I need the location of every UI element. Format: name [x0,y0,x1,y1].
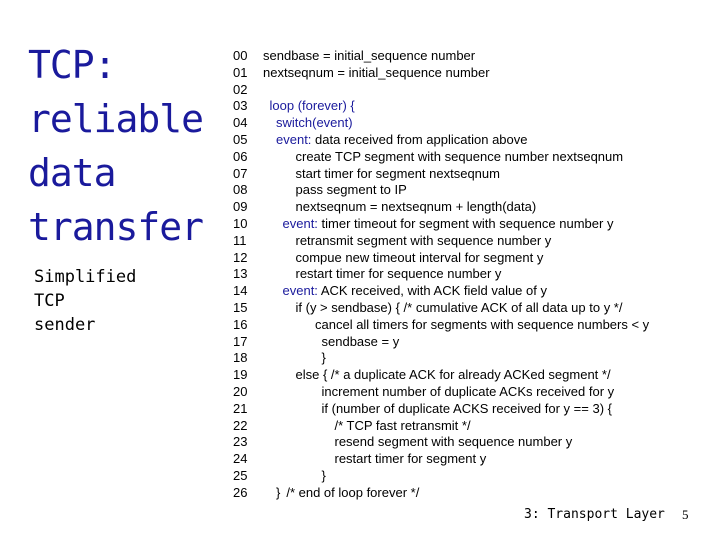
title-line: TCP: [28,43,116,87]
code-text [276,132,528,149]
line-number: 02 [233,81,248,97]
code-text [296,199,537,216]
code-text [283,283,547,300]
line-number: 16 [233,316,248,332]
code-keyword: } [276,484,281,500]
code-statement: if (number of duplicate ACKS received for y == 3) { [321,400,612,416]
line-number: 10 [233,215,248,231]
title-line: reliable [28,97,204,141]
line-number: 03 [233,98,248,114]
code-line [233,166,703,183]
code-line [233,115,703,132]
code-text [270,98,355,115]
code-statement: restart timer for sequence number y [295,266,502,282]
code-text [322,468,326,485]
code-text [296,266,502,283]
title-line: data [28,151,116,195]
code-text [296,149,624,166]
code-text [296,367,611,384]
code-line [233,48,703,65]
code-line [233,149,703,166]
line-number: 00 [233,48,248,63]
code-statement: /* end of loop forever */ [286,484,420,500]
code-statement: compue new timeout interval for segment y [295,249,544,265]
code-line [233,283,703,300]
code-statement: /* TCP fast retransmit */ [334,417,471,433]
line-number: 19 [233,367,248,383]
code-text [322,350,326,367]
code-statement: timer timeout for segment with sequence number y [317,215,614,231]
code-statement: else { /* a duplicate ACK for already ACKed segment */ [295,367,611,383]
code-statement: nextseqnum = initial_sequence number [263,64,490,80]
code-statement: nextseqnum = nextseqnum + length(data) [295,199,537,215]
code-line [233,485,703,502]
line-number: 08 [233,182,248,198]
code-keyword: event: [276,131,312,147]
code-line [233,199,703,216]
code-line [233,250,703,267]
code-statement: restart timer for segment y [334,451,487,467]
code-statement: start timer for segment nextseqnum [295,165,500,181]
line-number: 14 [233,283,248,299]
code-keyword: event: [282,215,318,231]
code-line [233,98,703,115]
line-number: 13 [233,266,248,282]
code-text [296,233,552,250]
code-statement: } [321,467,326,483]
code-statement: retransmit segment with sequence number y [295,232,552,248]
code-text [315,317,649,334]
code-statement: sendbase = y [321,333,400,349]
code-statement: increment number of duplicate ACKs received for y [321,383,615,399]
slide-title [28,38,203,254]
line-number: 15 [233,299,248,315]
code-keyword: loop (forever) { [269,98,355,114]
code-statement: sendbase = initial_sequence number [263,48,476,63]
subtitle-line: sender [34,315,96,335]
code-text [296,166,500,183]
line-number: 18 [233,350,248,366]
code-line [233,233,703,250]
code-text [335,451,487,468]
code-text [283,216,614,233]
line-number: 11 [233,232,247,248]
code-statement: data received from application above [311,131,528,147]
line-number: 25 [233,467,248,483]
code-text [296,250,544,267]
code-line [233,317,703,334]
code-line [233,216,703,233]
line-number: 07 [233,165,248,181]
code-keyword: event: [282,283,318,299]
code-line [233,334,703,351]
code-line [233,300,703,317]
line-number: 21 [233,400,248,416]
code-line [233,451,703,468]
subtitle-line: TCP [34,291,65,311]
code-statement: resend segment with sequence number y [334,434,573,450]
code-text [263,65,490,82]
code-line [233,182,703,199]
code-statement: create TCP segment with sequence number nextseqnum [295,148,624,164]
footer-section: 3: Transport Layer [524,507,665,522]
code-statement: ACK received, with ACK field value of y [317,283,547,299]
code-text [296,182,407,199]
line-number: 23 [233,434,248,450]
code-statement: if (y > sendbase) { /* cumulative ACK of all data up to y */ [295,299,623,315]
line-number: 09 [233,199,248,215]
line-number: 17 [233,333,248,349]
subtitle-line: Simplified [34,267,137,287]
code-line [233,468,703,485]
code-text [276,115,353,132]
code-text [322,384,615,401]
code-line [233,350,703,367]
code-keyword: switch(event) [276,115,353,131]
line-number: 06 [233,148,248,164]
code-statement: } [321,350,326,366]
line-number: 12 [233,249,248,265]
code-line [233,401,703,418]
code-line [233,384,703,401]
line-number: 20 [233,383,248,399]
code-text [296,300,623,317]
line-number: 01 [233,64,248,80]
line-number: 24 [233,451,248,467]
line-number: 22 [233,417,248,433]
line-number: 05 [233,131,248,147]
code-line [233,82,703,99]
code-line [233,367,703,384]
code-line [233,266,703,283]
code-text [276,485,419,502]
code-text [263,48,475,65]
code-line [233,132,703,149]
line-number: 26 [233,484,248,500]
pseudocode-listing [233,48,703,502]
slide-subtitle [34,265,174,337]
title-line: transfer [28,205,204,249]
code-text [335,434,573,451]
code-line [233,65,703,82]
code-statement: cancel all timers for segments with sequence numbers < y [315,316,650,332]
code-text [322,401,612,418]
code-statement: pass segment to IP [295,182,407,198]
code-line [233,434,703,451]
code-text [322,334,400,351]
code-line [233,418,703,435]
code-text [335,418,471,435]
page-number: 5 [682,507,689,522]
line-number: 04 [233,115,248,131]
